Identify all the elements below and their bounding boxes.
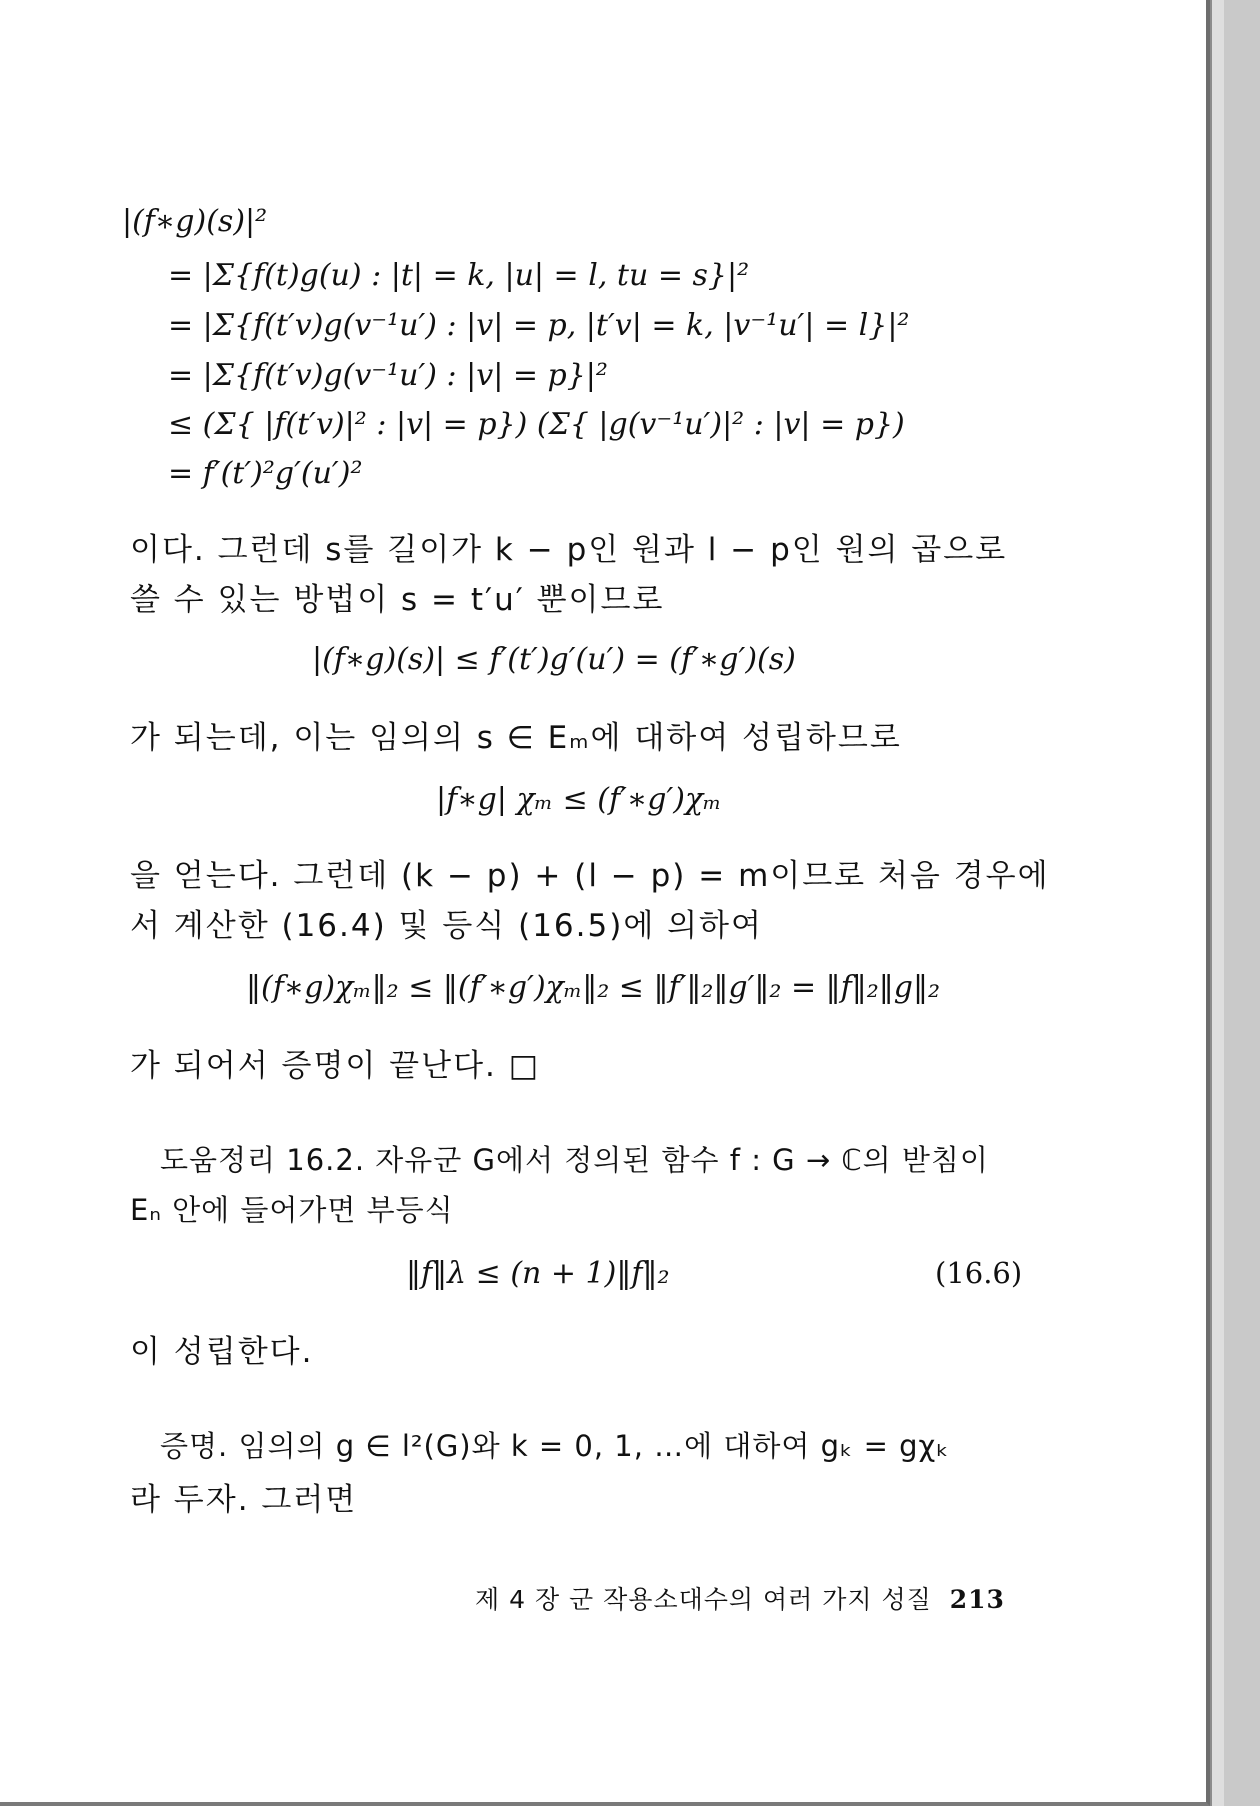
lemma-heading-line-2: Eₙ 안에 들어가면 부등식	[130, 1193, 454, 1227]
proof-line-2: 라 두자. 그러면	[130, 1482, 358, 1518]
equation-number: (16.6)	[935, 1256, 1023, 1290]
equation-line-5: ≤ (Σ{ |f(t′v)|² : |v| = p}) (Σ{ |g(v⁻¹u′)|² : |v| = p})	[168, 407, 905, 442]
running-footer	[475, 1580, 1005, 1616]
paragraph-3-line-1: 을 얻는다. 그런데 (k − p) + (l − p) = m이므로 처음 경우에	[130, 858, 1050, 894]
paragraph-1-line-2: 쓸 수 있는 방법이 s = t′u′ 뿐이므로	[130, 582, 665, 618]
equation-line-6: = f′(t′)²g′(u′)²	[168, 456, 363, 491]
chapter-title: 제 4 장 군 작용소대수의 여러 가지 성질	[475, 1585, 932, 1614]
paragraph-4: 가 되어서 증명이 끝난다. □	[130, 1048, 541, 1084]
page-number: 213	[949, 1585, 1005, 1614]
display-equation-1: |(f∗g)(s)| ≤ f′(t′)g′(u′) = (f′∗g′)(s)	[312, 642, 796, 677]
paragraph-3-line-2: 서 계산한 (16.4) 및 등식 (16.5)에 의하여	[130, 908, 763, 944]
lemma-heading-line-1: 도움정리 16.2. 자유군 G에서 정의된 함수 f : G → ℂ의 받침이	[160, 1143, 989, 1177]
equation-line-3: = |Σ{f(t′v)g(v⁻¹u′) : |v| = p, |t′v| = k, |v⁻¹u′| = l}|²	[168, 308, 910, 343]
equation-line-1: |(f∗g)(s)|²	[122, 204, 268, 239]
display-equation-2: |f∗g| χₘ ≤ (f′∗g′)χₘ	[436, 782, 722, 817]
paragraph-2: 가 되는데, 이는 임의의 s ∈ Eₘ에 대하여 성립하므로	[130, 720, 902, 756]
proof-line-1: 증명. 임의의 g ∈ l²(G)와 k = 0, 1, …에 대하여 gₖ = gχₖ	[160, 1429, 950, 1463]
equation-line-2: = |Σ{f(t)g(u) : |t| = k, |u| = l, tu = s}|²	[168, 258, 750, 293]
paragraph-5: 이 성립한다.	[130, 1334, 314, 1370]
equation-line-4: = |Σ{f(t′v)g(v⁻¹u′) : |v| = p}|²	[168, 358, 608, 393]
display-equation-4: ‖f‖λ ≤ (n + 1)‖f‖₂	[406, 1256, 670, 1291]
display-equation-3: ‖(f∗g)χₘ‖₂ ≤ ‖(f′∗g′)χₘ‖₂ ≤ ‖f′‖₂‖g′‖₂ = ‖f‖₂‖g‖₂	[246, 970, 941, 1005]
page-edge	[1210, 0, 1224, 1806]
paragraph-1-line-1: 이다. 그런데 s를 길이가 k − p인 원과 l − p인 원의 곱으로	[130, 532, 1008, 568]
